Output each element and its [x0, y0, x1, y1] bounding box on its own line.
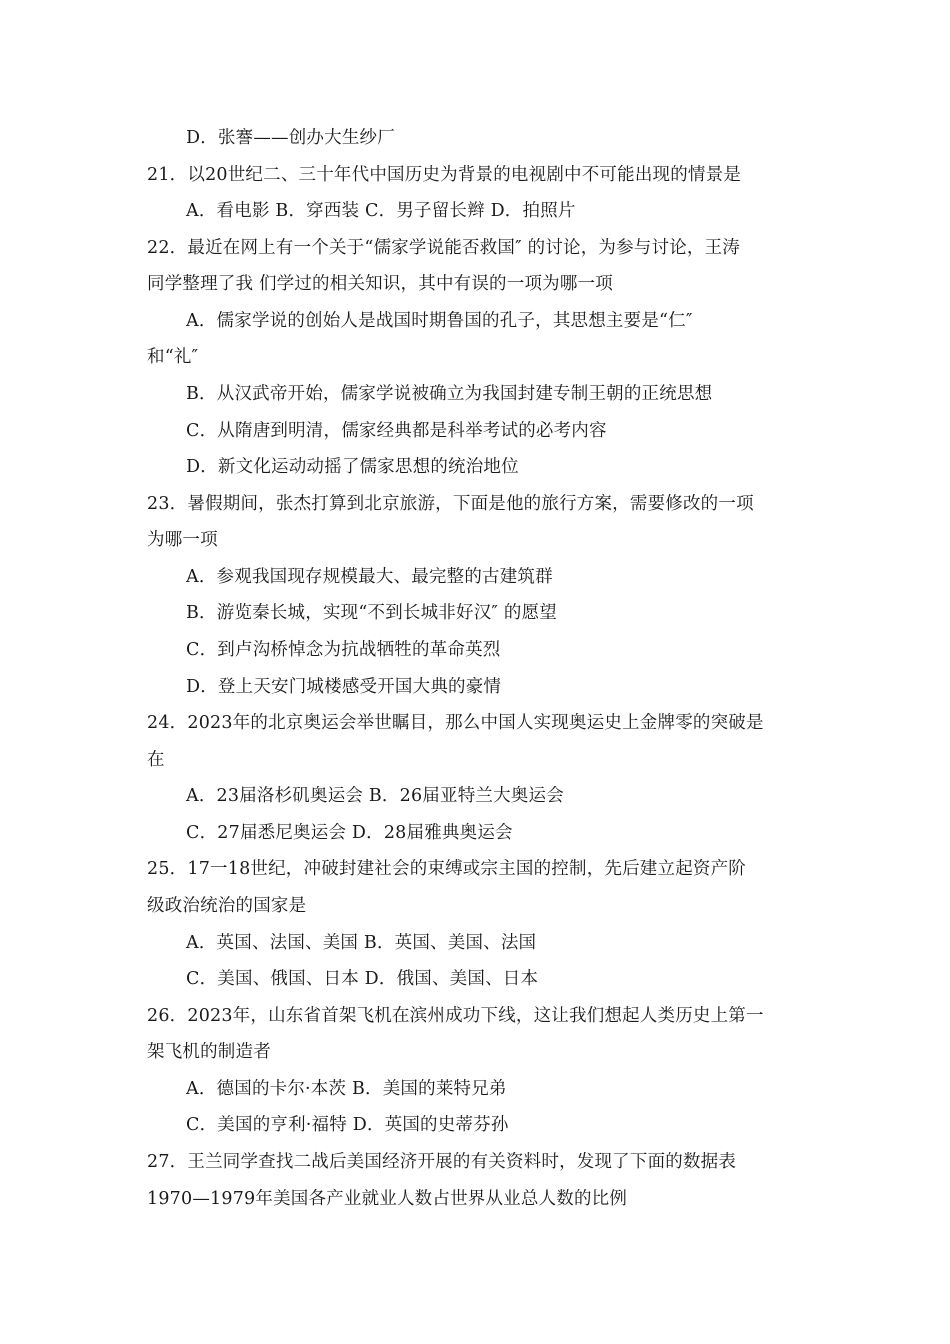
q21-stem: 21．以20世纪二、三十年代中国历史为背景的电视剧中不可能出现的情景是	[147, 165, 742, 185]
q24-stem-line1: 24．2023年的北京奥运会举世瞩目，那么中国人实现奥运史上金牌零的突破是	[147, 713, 764, 733]
q25-stem-line1: 25．17一18世纪，冲破封建社会的束缚或宗主国的控制，先后建立起资产阶	[147, 859, 747, 879]
q21-options: A．看电影 B．穿西装 C．男子留长辫 D．拍照片	[186, 201, 576, 221]
q25-stem-line2: 级政治统治的国家是	[147, 896, 307, 916]
q22-option-d: D．新文化运动动摇了儒家思想的统治地位	[186, 457, 519, 477]
q26-stem-line2: 架飞机的制造者	[147, 1042, 271, 1062]
q27-stem-line1: 27．王兰同学查找二战后美国经济开展的有关资料时，发现了下面的数据表	[147, 1152, 737, 1172]
q23-stem-line1: 23．暑假期间，张杰打算到北京旅游，下面是他的旅行方案，需要修改的一项	[147, 494, 754, 514]
q24-options-cd: C．27届悉尼奥运会 D．28届雅典奥运会	[186, 823, 513, 843]
q23-option-c: C．到卢沟桥悼念为抗战牺牲的革命英烈	[186, 640, 501, 660]
q24-options-ab: A．23届洛杉矶奥运会 B．26届亚特兰大奥运会	[186, 786, 564, 806]
q23-option-b: B．游览秦长城，实现“不到长城非好汉″ 的愿望	[186, 603, 558, 623]
q22-option-c: C．从隋唐到明清，儒家经典都是科举考试的必考内容	[186, 421, 607, 441]
q23-option-d: D．登上天安门城楼感受开国大典的豪情	[186, 677, 502, 697]
q23-option-a: A．参观我国现存规模最大、最完整的古建筑群	[186, 567, 553, 587]
q25-options-cd: C．美国、俄国、日本 D．俄国、美国、日本	[186, 969, 539, 989]
q22-stem-line2: 同学整理了我 们学过的相关知识，其中有误的一项为哪一项	[147, 274, 613, 294]
q20-option-d: D．张謇——创办大生纱厂	[186, 128, 395, 148]
q26-options-cd: C．美国的亨利·福特 D．英国的史蒂芬孙	[186, 1115, 509, 1135]
q22-option-b: B．从汉武帝开始，儒家学说被确立为我国封建专制王朝的正统思想	[186, 384, 713, 404]
q27-table-caption: 1970—1979年美国各产业就业人数占世界从业总人数的比例	[147, 1189, 628, 1209]
q26-options-ab: A．德国的卡尔·本茨 B．美国的莱特兄弟	[186, 1079, 507, 1099]
q24-stem-line2: 在	[147, 750, 165, 770]
q25-options-ab: A．英国、法国、美国 B．英国、美国、法国	[186, 933, 537, 953]
q22-stem-line1: 22．最近在网上有一个关于“儒家学说能否救国″ 的讨论，为参与讨论，王涛	[147, 238, 741, 258]
q22-option-a-line2: 和“礼″	[147, 347, 199, 367]
q23-stem-line2: 为哪一项	[147, 530, 218, 550]
q22-option-a-line1: A．儒家学说的创始人是战国时期鲁国的孔子，其思想主要是“仁″	[186, 311, 693, 331]
q26-stem-line1: 26．2023年，山东省首架飞机在滨州成功下线，这让我们想起人类历史上第一	[147, 1006, 764, 1026]
